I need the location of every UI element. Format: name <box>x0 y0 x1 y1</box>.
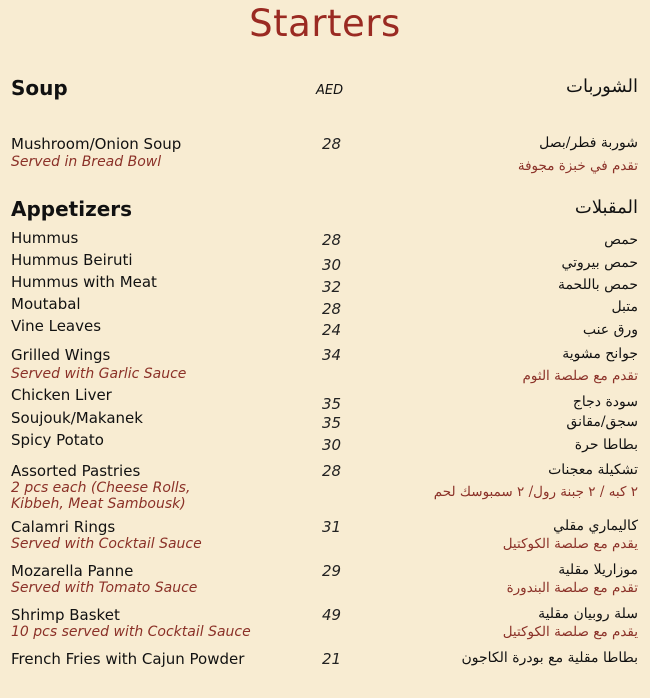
menu-item <box>0 409 650 432</box>
item-desc-ar: تقدم مع صلصة البندورة <box>506 580 638 596</box>
item-desc-ar: يقدم مع صلصة الكوكتيل <box>502 624 638 640</box>
menu-item <box>0 295 650 318</box>
item-desc-line2: Kibbeh, Meat Sambousk) <box>11 496 186 512</box>
item-name: Mozarella Panne <box>11 562 134 580</box>
item-price: 34 <box>322 346 342 364</box>
item-desc: Served with Cocktail Sauce <box>11 536 202 552</box>
menu-item <box>0 518 650 552</box>
item-name-ar: سودة دجاج <box>572 394 638 410</box>
item-name: Shrimp Basket <box>11 606 120 624</box>
section-title-en: Appetizers <box>11 197 133 221</box>
item-name-ar: حمص بيروتي <box>561 255 638 271</box>
currency-label: AED <box>316 83 344 98</box>
item-desc: 10 pcs served with Cocktail Sauce <box>11 624 251 640</box>
item-name: Hummus with Meat <box>11 273 157 291</box>
item-name: Soujouk/Makanek <box>11 409 143 427</box>
item-name-ar: متبل <box>611 299 638 315</box>
item-name-ar: موزاريلا مقلية <box>558 562 638 578</box>
item-desc-ar: تقدم مع صلصة الثوم <box>522 368 638 384</box>
menu-item <box>0 229 650 249</box>
item-name: Calamri Rings <box>11 518 116 536</box>
item-name: Mushroom/Onion Soup <box>11 135 182 153</box>
item-desc: 2 pcs each (Cheese Rolls, <box>11 480 191 496</box>
item-name-ar: بطاطا مقلية مع بودرة الكاجون <box>461 650 638 666</box>
item-price: 31 <box>322 518 342 536</box>
item-desc: Served with Garlic Sauce <box>11 366 187 382</box>
section-title-ar: المقبلات <box>574 197 638 218</box>
item-name: Grilled Wings <box>11 346 111 364</box>
menu-item <box>0 346 650 384</box>
menu-item <box>0 462 650 512</box>
page-title: Starters <box>249 2 401 45</box>
item-price: 29 <box>322 562 342 580</box>
menu-item <box>0 562 650 596</box>
item-price: 28 <box>322 231 342 249</box>
menu-item <box>0 431 650 454</box>
item-desc-ar: ٢ كبه / ٢ جبنة رول/ ٢ سمبوسك لحم <box>433 484 638 500</box>
item-desc: Served with Tomato Sauce <box>11 580 198 596</box>
item-name-ar: سجق/مقانق <box>566 414 638 430</box>
item-price: 28 <box>322 300 342 318</box>
section-title-en: Soup <box>11 76 68 100</box>
section-header-soup <box>0 76 650 100</box>
item-name-ar: بطاطا حرة <box>574 437 638 453</box>
item-price: 30 <box>322 256 342 274</box>
item-name-ar: شوربة فطر/بصل <box>539 135 638 151</box>
item-name-ar: حمص <box>604 232 638 248</box>
item-price: 32 <box>322 278 342 296</box>
item-name: French Fries with Cajun Powder <box>11 650 245 668</box>
item-price: 24 <box>322 321 342 339</box>
item-desc-ar: تقدم في خبزة مجوفة <box>517 158 638 174</box>
menu-item <box>0 606 650 640</box>
item-name-ar: حمص باللحمة <box>557 277 638 293</box>
item-price: 35 <box>322 414 342 432</box>
item-name-ar: جوانح مشوية <box>562 346 638 362</box>
item-name: Chicken Liver <box>11 386 112 404</box>
menu-item <box>0 386 650 413</box>
menu-item <box>0 273 650 296</box>
item-price: 30 <box>322 436 342 454</box>
item-name: Assorted Pastries <box>11 462 141 480</box>
item-name: Spicy Potato <box>11 431 104 449</box>
item-name-ar: ورق عنب <box>582 322 638 338</box>
item-price: 28 <box>322 462 342 480</box>
menu-item <box>0 650 650 670</box>
menu-item <box>0 135 650 174</box>
section-title-ar: الشوربات <box>566 76 638 97</box>
item-name: Hummus <box>11 229 79 247</box>
item-price: 49 <box>322 606 342 624</box>
item-name-ar: سلة روبيان مقلية <box>538 606 638 622</box>
section-header-appetizers <box>0 197 650 221</box>
menu-item <box>0 251 650 274</box>
item-name-ar: تشكيلة معجنات <box>548 462 638 478</box>
item-desc-ar: يقدم مع صلصة الكوكتيل <box>502 536 638 552</box>
item-name: Hummus Beiruti <box>11 251 133 269</box>
item-desc: Served in Bread Bowl <box>11 154 162 170</box>
item-name-ar: كاليماري مقلي <box>553 518 638 534</box>
item-price: 28 <box>322 135 342 153</box>
item-price: 35 <box>322 395 342 413</box>
item-price: 21 <box>322 650 342 668</box>
menu-item <box>0 317 650 337</box>
item-name: Moutabal <box>11 295 81 313</box>
item-name: Vine Leaves <box>11 317 102 335</box>
